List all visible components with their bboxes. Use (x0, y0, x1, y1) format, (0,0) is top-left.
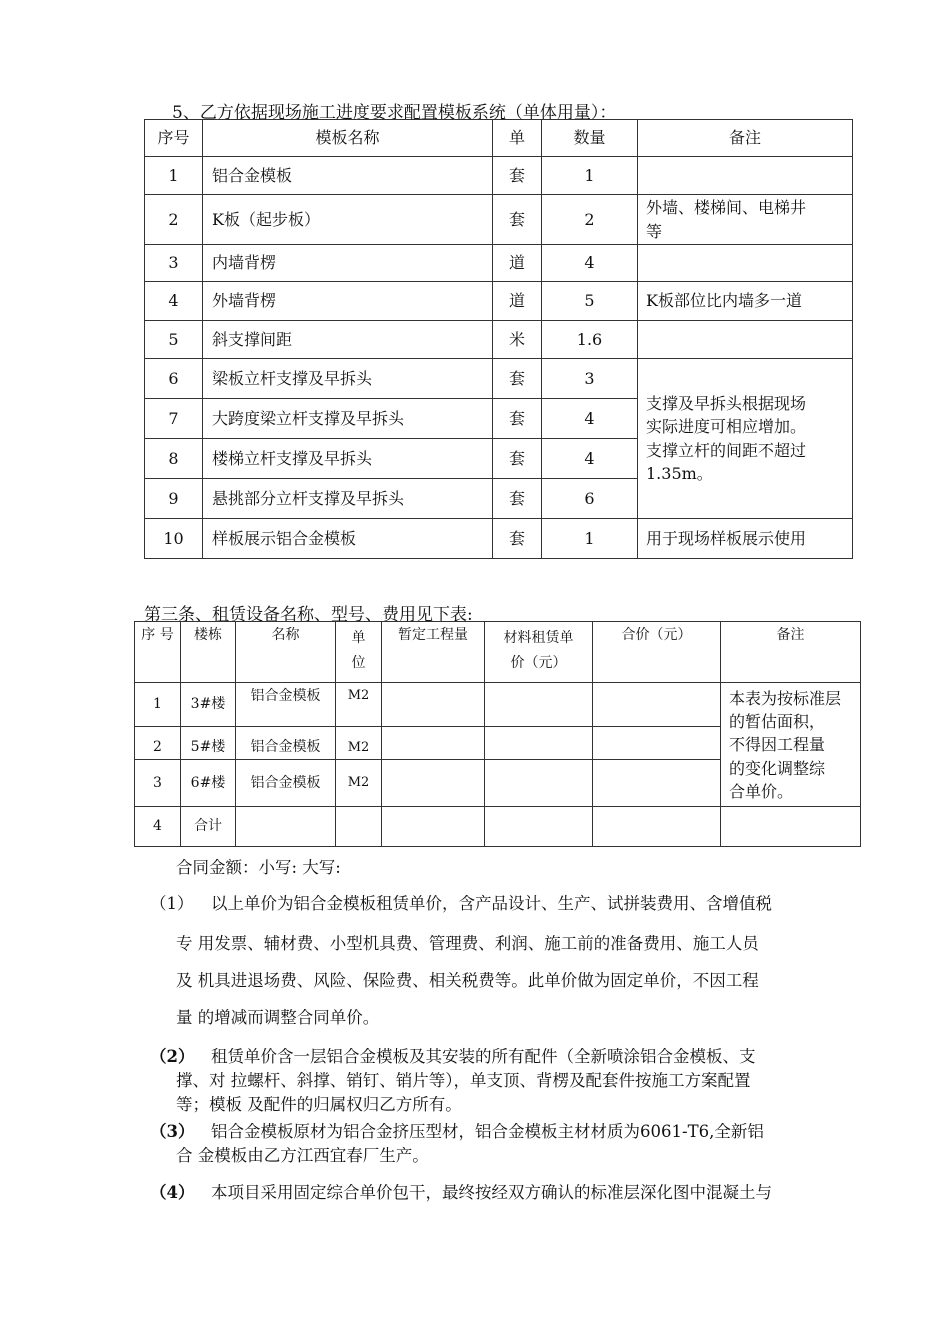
header-qty: 暂定工程量 (382, 622, 485, 683)
formwork-config-table (144, 119, 853, 559)
row-unit: M2 (336, 760, 382, 807)
note-line: 外墙、楼梯间、电梯井 (646, 197, 807, 217)
header-note: 备注 (721, 622, 861, 683)
clause-line: 及 机具进退场费、风险、保险费、相关税费等。此单价做为固定单价，不因工程 (176, 971, 759, 990)
row-qty: 1.6 (542, 321, 638, 359)
table-row (145, 195, 853, 245)
row-unit: 套 (493, 195, 542, 245)
row-unit: M2 (336, 727, 382, 760)
row-name: 楼梯立杆支撑及早拆头 (203, 439, 493, 479)
row-no: 10 (145, 519, 203, 559)
row-no: 1 (135, 683, 181, 727)
rental-equipment-table (134, 621, 861, 847)
row-building: 6#楼 (181, 760, 236, 807)
row-unit: 道 (493, 245, 542, 282)
table-row (135, 683, 861, 727)
table-row (145, 282, 853, 321)
row-note (638, 195, 853, 245)
row-name: K板（起步板） (203, 195, 493, 245)
row-unit: 套 (493, 157, 542, 195)
header-building: 楼栋 (181, 622, 236, 683)
header-price-line: 价（元） (510, 654, 567, 671)
row-no: 3 (135, 760, 181, 807)
note-line: 支撑及早拆头根据现场 (646, 394, 807, 414)
table-row (135, 807, 861, 847)
row-no: 9 (145, 479, 203, 519)
row-total (593, 760, 721, 807)
note-line: 等 (646, 221, 663, 241)
row-price (485, 683, 593, 727)
row-building: 3#楼 (181, 683, 236, 727)
row-qty: 3 (542, 359, 638, 399)
note-line: 本表为按标准层 (729, 689, 842, 708)
row-total (593, 807, 721, 847)
row-unit: M2 (336, 683, 382, 727)
row-name: 悬挑部分立杆支撑及早拆头 (203, 479, 493, 519)
row-name: 样板展示铝合金模板 (203, 519, 493, 559)
contract-amount: 合同金额：小写: 大写: (176, 858, 341, 877)
row-qty: 4 (542, 439, 638, 479)
row-qty: 1 (542, 157, 638, 195)
table-row (145, 245, 853, 282)
row-price (485, 760, 593, 807)
note-line: 不得因工程量 (729, 735, 826, 755)
row-note (638, 245, 853, 282)
row-name: 外墙背楞 (203, 282, 493, 321)
header-cell: 模板名称 (203, 120, 493, 157)
row-note: 用于现场样板展示使用 (638, 519, 853, 559)
row-qty (382, 760, 485, 807)
row-total (593, 683, 721, 727)
row-name: 铝合金模板 (203, 157, 493, 195)
table-row (145, 359, 853, 399)
row-unit (336, 807, 382, 847)
clause-line: 以上单价为铝合金模板租赁单价，含产品设计、生产、试拼装费用、含增值税 (211, 894, 772, 913)
row-unit: 套 (493, 439, 542, 479)
header-cell: 序号 (145, 120, 203, 157)
row-name: 铝合金模板 (236, 727, 336, 760)
row-qty: 4 (542, 245, 638, 282)
clause-line: 合 金模板由乙方江西宜春厂生产。 (176, 1146, 429, 1165)
row-name: 大跨度梁立杆支撑及早拆头 (203, 399, 493, 439)
section5-heading: 5、乙方依据现场施工进度要求配置模板系统（单体用量）： (172, 103, 617, 123)
header-price-line: 材料租赁单 (503, 630, 574, 646)
row-name: 铝合金模板 (236, 760, 336, 807)
clause-label: （3） (150, 1122, 195, 1141)
note-line: 的暂估面积， (729, 712, 826, 732)
clause-line: 铝合金模板原材为铝合金挤压型材，铝合金模板主材材质为6061-T6,全新铝 (211, 1122, 764, 1141)
row-note: K板部位比内墙多一道 (638, 282, 853, 321)
clause-label: （4） (150, 1183, 195, 1202)
header-no: 序 号 (135, 622, 181, 683)
support-note (638, 359, 853, 519)
row-price (485, 727, 593, 760)
row-unit: 套 (493, 479, 542, 519)
clause-label: （2） (150, 1047, 195, 1066)
note-line: 1.35m。 (646, 463, 713, 483)
header-unit (336, 622, 382, 683)
row-no: 4 (135, 807, 181, 847)
header-cell: 备注 (638, 120, 853, 157)
row-unit: 套 (493, 359, 542, 399)
row-qty (382, 727, 485, 760)
row-no: 8 (145, 439, 203, 479)
row-unit: 套 (493, 519, 542, 559)
table-row (145, 157, 853, 195)
clause-label: （1） (150, 894, 194, 913)
row-name (236, 807, 336, 847)
row-unit: 道 (493, 282, 542, 321)
row-no: 6 (145, 359, 203, 399)
row-building: 合计 (181, 807, 236, 847)
note-line: 合单价。 (729, 781, 794, 801)
article3-heading: 第三条、租赁设备名称、型号、费用见下表: (144, 605, 473, 625)
header-unit-line: 位 (351, 654, 366, 671)
row-name: 梁板立杆支撑及早拆头 (203, 359, 493, 399)
header-cell: 单 (493, 120, 542, 157)
row-no: 7 (145, 399, 203, 439)
clause-line: 本项目采用固定综合单价包干，最终按经双方确认的标准层深化图中混凝土与 (211, 1183, 772, 1202)
table-row (145, 321, 853, 359)
clause-line: 撑、对 拉螺杆、斜撑、销钉、销片等），单支顶、背楞及配套件按施工方案配置 (176, 1071, 751, 1090)
row-no: 2 (145, 195, 203, 245)
row-qty: 1 (542, 519, 638, 559)
row-note (721, 807, 861, 847)
row-qty: 2 (542, 195, 638, 245)
header-name: 名称 (236, 622, 336, 683)
row-qty (382, 807, 485, 847)
header-unit-line: 单 (351, 630, 366, 646)
row-no: 4 (145, 282, 203, 321)
header-price (485, 622, 593, 683)
clause-line: 专 用发票、辅材费、小型机具费、管理费、利润、施工前的准备费用、施工人员 (176, 934, 759, 953)
row-qty: 5 (542, 282, 638, 321)
row-unit: 米 (493, 321, 542, 359)
row-note (638, 157, 853, 195)
row-name: 斜支撑间距 (203, 321, 493, 359)
table-note (721, 683, 861, 807)
header-total: 合价（元） (593, 622, 721, 683)
row-no: 3 (145, 245, 203, 282)
note-line: 实际进度可相应增加。 (646, 417, 807, 437)
table-header-row (135, 622, 861, 683)
row-name: 铝合金模板 (236, 683, 336, 727)
clause-line: 等；模板 及配件的归属权归乙方所有。 (176, 1095, 462, 1114)
note-line: 的变化调整综 (729, 758, 826, 778)
row-qty: 6 (542, 479, 638, 519)
row-no: 5 (145, 321, 203, 359)
clause-line: 量 的增减而调整合同单价。 (176, 1008, 380, 1027)
row-total (593, 727, 721, 760)
row-no: 2 (135, 727, 181, 760)
table-header-row (145, 120, 853, 157)
row-no: 1 (145, 157, 203, 195)
row-price (485, 807, 593, 847)
row-qty (382, 683, 485, 727)
row-building: 5#楼 (181, 727, 236, 760)
row-note (638, 321, 853, 359)
note-line: 支撑立杆的间距不超过 (646, 440, 807, 460)
clause-line: 租赁单价含一层铝合金模板及其安装的所有配件（全新喷涂铝合金模板、支 (211, 1047, 756, 1066)
row-qty: 4 (542, 399, 638, 439)
row-unit: 套 (493, 399, 542, 439)
header-cell: 数量 (542, 120, 638, 157)
table-row (145, 519, 853, 559)
row-name: 内墙背楞 (203, 245, 493, 282)
